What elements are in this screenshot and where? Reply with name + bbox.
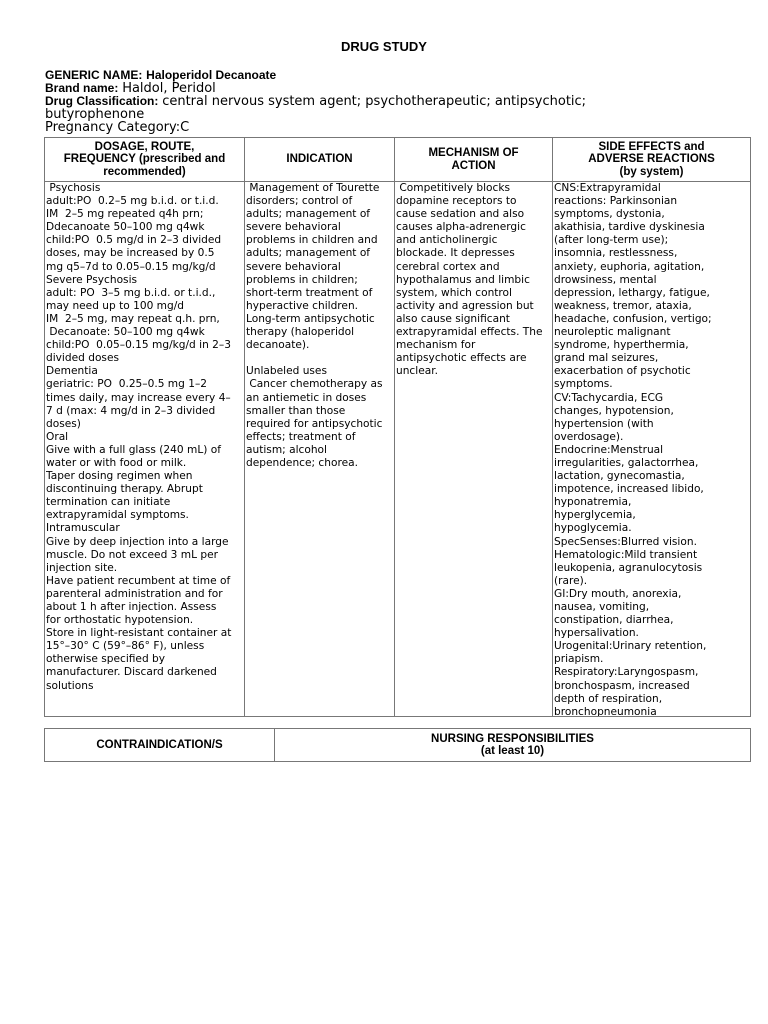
side-effects-line: CNS:Extrapyramidal	[554, 182, 661, 194]
side-effects-line: akathisia, tardive dyskinesia	[554, 221, 705, 234]
mechanism-line: antipsychotic effects are	[396, 352, 527, 365]
dosage-line: Psychosis	[46, 182, 101, 194]
contraindication-header	[45, 729, 275, 762]
dosage-line: otherwise specified by	[46, 653, 166, 666]
dosage-line: Oral	[46, 430, 69, 443]
dosage-line: Intramuscular	[46, 522, 120, 535]
indication-line: adults; management of	[246, 208, 371, 221]
indication-line: adults; management of	[246, 247, 371, 260]
side-effects-line: (after long-term use);	[554, 234, 669, 247]
side-effects-line: GI:Dry mouth, anorexia,	[554, 587, 682, 600]
side-effects-line: symptoms, dystonia,	[554, 208, 665, 221]
dosage-line: solutions	[46, 679, 94, 692]
dosage-line: muscle. Do not exceed 3 mL per	[46, 548, 218, 561]
indication-line: smaller than those	[246, 404, 346, 417]
mechanism-line: and anticholinergic	[396, 234, 498, 247]
side-effects-line: drowsiness, mental	[554, 273, 657, 286]
side-effects-line: SpecSenses:Blurred vision.	[554, 535, 697, 548]
side-effects-line: hypertension (with	[554, 417, 654, 430]
side-effects-line: hypersalivation.	[554, 627, 639, 640]
dosage-line: 7 d (max: 4 mg/d in 2–3 divided	[46, 404, 216, 417]
indication-line: hyperactive children.	[246, 299, 359, 312]
indication-line: dependence; chorea.	[246, 456, 358, 469]
side-effects-line: overdosage).	[554, 430, 624, 443]
dosage-line: Dementia	[46, 365, 98, 378]
mechanism-header-line2: ACTION	[451, 159, 496, 172]
indication-line: Long-term antipsychotic	[246, 312, 375, 325]
side-effects-line: grand mal seizures,	[554, 352, 659, 365]
dosage-header-line3: recommended)	[103, 165, 186, 178]
dosage-line: may need up to 100 mg/d	[46, 299, 185, 312]
table-header-row	[45, 138, 751, 182]
dosage-line: geriatric: PO 0.25–0.5 mg 1–2	[46, 378, 207, 391]
dosage-line: Decanoate: 50–100 mg q4wk	[46, 326, 205, 339]
dosage-line: child:PO 0.5 mg/d in 2–3 divided	[46, 234, 222, 247]
dosage-line: divided doses	[46, 352, 119, 365]
dosage-header-line1: DOSAGE, ROUTE,	[94, 140, 195, 153]
mechanism-header-line1: MECHANISM OF	[428, 147, 519, 159]
classification-label: Drug Classification:	[45, 94, 159, 108]
indication-line: effects; treatment of	[246, 430, 356, 443]
side-effects-line: lactation, gynecomastia,	[554, 470, 685, 483]
classification-value: central nervous system agent; psychotherapeutic; antipsychotic; butyrophenone	[45, 94, 587, 122]
contraindication-nursing-table	[44, 728, 751, 762]
indication-line: an antiemetic in doses	[246, 391, 367, 404]
side-effects-line: insomnia, restlessness,	[554, 247, 678, 260]
indication-line: severe behavioral	[246, 221, 341, 234]
nursing-header-line1: NURSING RESPONSIBILITIES	[431, 732, 594, 745]
indication-line: autism; alcohol	[246, 443, 327, 456]
dosage-line: water or with food or milk.	[46, 456, 187, 469]
indication-line: problems in children and	[246, 234, 378, 247]
side-effects-line: depth of respiration,	[554, 692, 663, 705]
dosage-line: Give by deep injection into a large	[46, 535, 229, 548]
side-effects-line: hyponatremia,	[554, 496, 632, 509]
dosage-line: discontinuing therapy. Abrupt	[46, 483, 203, 496]
dosage-line: for orthostatic hypotension.	[46, 614, 194, 627]
brand-name-value: Haldol, Peridol	[122, 81, 216, 96]
indication-line: required for antipsychotic	[246, 417, 383, 430]
dosage-line: mg q5–7d to 0.05–0.15 mg/kg/d	[46, 260, 216, 273]
indication-line: Cancer chemotherapy as	[246, 378, 383, 391]
classification-row	[45, 95, 685, 121]
table-body-row	[45, 182, 751, 717]
side-effects-line: Hematologic:Mild transient	[554, 548, 698, 561]
dosage-line: extrapyramidal symptoms.	[46, 509, 189, 522]
side-effects-line: exacerbation of psychotic	[554, 365, 691, 378]
dosage-line: doses)	[46, 417, 81, 430]
dosage-cell	[45, 182, 245, 717]
mechanism-cell	[395, 182, 553, 717]
dosage-line: times daily, may increase every 4–	[46, 391, 231, 404]
side-effects-line: constipation, diarrhea,	[554, 614, 674, 627]
side-effects-header-line1: SIDE EFFECTS and	[598, 140, 705, 153]
mechanism-line: cerebral cortex and	[396, 260, 500, 273]
side-effects-line: Urogenital:Urinary retention,	[554, 640, 707, 653]
indication-line: disorders; control of	[246, 195, 353, 208]
dosage-line: parenteral administration and for	[46, 587, 223, 600]
side-effects-line: hypoglycemia.	[554, 522, 632, 535]
side-effects-line: CV:Tachycardia, ECG	[554, 391, 664, 404]
dosage-line: Store in light-resistant container at	[46, 627, 232, 640]
drug-info-block	[45, 69, 745, 134]
dosage-line: Have patient recumbent at time of	[46, 574, 231, 587]
mechanism-line: unclear.	[396, 365, 438, 378]
indication-line: decanoate).	[246, 339, 310, 352]
side-effects-line: priapism.	[554, 653, 604, 666]
side-effects-line: Endocrine:Menstrual	[554, 443, 664, 456]
dosage-line: adult:PO 0.2–5 mg b.i.d. or t.i.d.	[46, 195, 219, 208]
contraindication-header-text: CONTRAINDICATION/S	[96, 738, 223, 751]
indication-line: Management of Tourette	[246, 182, 380, 194]
brand-name-label: Brand name:	[45, 81, 119, 95]
mechanism-line: causes alpha-adrenergic	[396, 221, 526, 234]
mechanism-line: cause sedation and also	[396, 208, 525, 221]
nursing-responsibilities-header	[275, 729, 751, 762]
drug-study-table	[44, 137, 751, 717]
mechanism-line: dopamine receptors to	[396, 195, 517, 208]
dosage-line: Give with a full glass (240 mL) of	[46, 443, 221, 456]
dosage-header	[45, 138, 245, 182]
side-effects-line: depression, lethargy, fatigue,	[554, 286, 710, 299]
indication-header-text: INDICATION	[286, 153, 353, 166]
mechanism-header	[395, 138, 553, 182]
dosage-line: IM 2–5 mg, may repeat q.h. prn,	[46, 312, 220, 325]
indication-line: therapy (haloperidol	[246, 326, 355, 339]
side-effects-header-line3: (by system)	[619, 165, 684, 178]
mechanism-line: Competitively blocks	[396, 182, 511, 194]
dosage-line: manufacturer. Discard darkened	[46, 666, 217, 679]
side-effects-line: weakness, tremor, ataxia,	[554, 299, 692, 312]
pregnancy-category: Pregnancy Category:C	[45, 120, 190, 135]
dosage-line: termination can initiate	[46, 496, 171, 509]
side-effects-line: bronchopneumonia	[554, 705, 657, 716]
side-effects-line: symptoms.	[554, 378, 613, 391]
dosage-line: Taper dosing regimen when	[46, 470, 193, 483]
side-effects-line: neuroleptic malignant	[554, 326, 671, 339]
dosage-header-line2: FREQUENCY (prescribed and	[63, 153, 226, 166]
side-effects-header-line2: ADVERSE REACTIONS	[588, 153, 715, 166]
side-effects-line: nausea, vomiting,	[554, 601, 650, 613]
indication-header	[245, 138, 395, 182]
side-effects-line: anxiety, euphoria, agitation,	[554, 260, 705, 273]
dosage-line: Ddecanoate 50–100 mg q4wk	[46, 221, 205, 234]
dosage-line: adult: PO 3–5 mg b.i.d. or t.i.d.,	[46, 286, 216, 299]
dosage-line: Severe Psychosis	[46, 273, 138, 286]
indication-line: Unlabeled uses	[246, 365, 327, 378]
side-effects-line: hyperglycemia,	[554, 509, 636, 522]
dosage-line: doses, may be increased by 0.5	[46, 247, 215, 260]
side-effects-line: (rare).	[554, 574, 588, 587]
side-effects-line: changes, hypotension,	[554, 404, 674, 417]
dosage-line: 15°–30° C (59°–86° F), unless	[46, 640, 205, 653]
generic-name-value: Haloperidol Decanoate	[146, 68, 277, 82]
generic-name-label: GENERIC NAME:	[45, 68, 143, 82]
document-title: DRUG STUDY	[341, 39, 427, 54]
side-effects-line: irregularities, galactorrhea,	[554, 456, 699, 469]
side-effects-line: syndrome, hyperthermia,	[554, 339, 689, 352]
mechanism-line: system, which control	[396, 286, 512, 299]
dosage-line: IM 2–5 mg repeated q4h prn;	[46, 208, 204, 221]
mechanism-line: mechanism for	[396, 339, 476, 352]
side-effects-header	[553, 138, 751, 182]
second-table-header-row	[45, 729, 751, 762]
nursing-header-line2: (at least 10)	[480, 745, 545, 757]
indication-line	[246, 352, 393, 365]
indication-line: problems in children;	[246, 273, 358, 286]
mechanism-line: also cause significant	[396, 312, 510, 325]
side-effects-line: reactions: Parkinsonian	[554, 195, 678, 208]
side-effects-line: impotence, increased libido,	[554, 483, 704, 496]
side-effects-line: Respiratory:Laryngospasm,	[554, 666, 699, 679]
dosage-line: about 1 h after injection. Assess	[46, 601, 217, 613]
mechanism-line: blockade. It depresses	[396, 247, 515, 260]
mechanism-line: extrapyramidal effects. The	[396, 326, 543, 339]
dosage-line: child:PO 0.05–0.15 mg/kg/d in 2–3	[46, 339, 231, 352]
indication-line: short-term treatment of	[246, 286, 373, 299]
side-effects-line: bronchospasm, increased	[554, 679, 690, 692]
mechanism-line: activity and agression but	[396, 299, 534, 312]
indication-line: severe behavioral	[246, 260, 341, 273]
indication-cell	[245, 182, 395, 717]
dosage-line: injection site.	[46, 561, 118, 574]
side-effects-line: headache, confusion, vertigo;	[554, 312, 712, 325]
mechanism-line: hypothalamus and limbic	[396, 273, 530, 286]
side-effects-cell	[553, 182, 751, 717]
side-effects-line: leukopenia, agranulocytosis	[554, 561, 703, 574]
